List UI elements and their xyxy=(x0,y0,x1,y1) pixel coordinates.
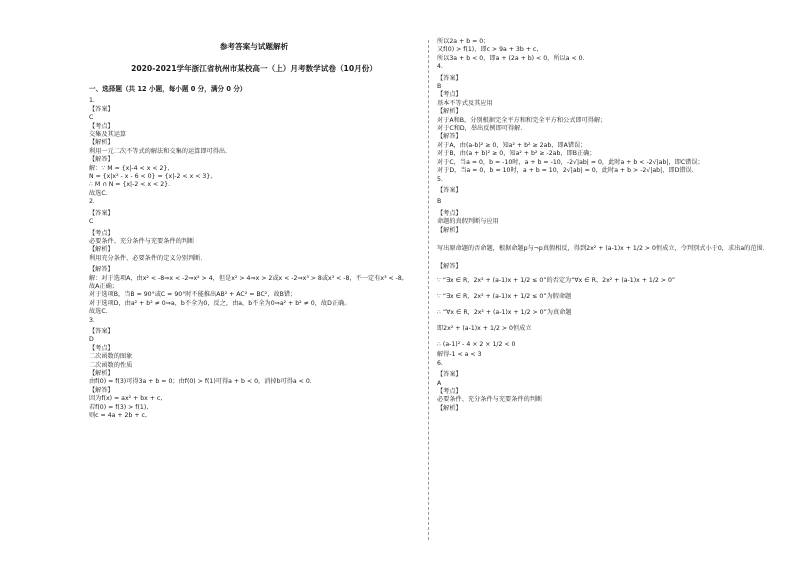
right-column xyxy=(437,38,782,413)
answer-value: B xyxy=(437,83,442,91)
analysis-text: 对于C和D，举出反例即可得解. xyxy=(437,125,523,133)
solution-line: 所以2a + b = 0； xyxy=(437,38,490,45)
question-number: 1. xyxy=(89,97,95,105)
point-tag: 【考点】 xyxy=(437,387,462,395)
point-tag: 【考点】 xyxy=(437,209,462,217)
point-text: 二次函数的性质 xyxy=(89,361,133,369)
section-heading: 一、选择题（共 12 小题，每小题 0 分，满分 0 分） xyxy=(89,85,247,93)
analysis-text: 写出原命题的否命题，根据命题p与¬p真假相反，得到2x² + (a-1)x + 1/2 > 0恒成立，令判别式小于0，求出a的范围. xyxy=(437,245,765,253)
question-number: 3. xyxy=(89,316,95,324)
answer-tag: 【答案】 xyxy=(89,105,114,113)
analysis-text: 利用一元二次不等式的解法和交集的运算即可得出. xyxy=(89,147,228,155)
doc-subtitle: 2020-2021学年浙江省杭州市某校高一（上）月考数学试卷（10月份） xyxy=(131,64,377,73)
point-tag: 【考点】 xyxy=(89,122,114,130)
solution-line: 若f(0) = f(3) > f(1), xyxy=(89,403,149,411)
point-text: 基本不等式及其应用 xyxy=(437,99,493,107)
formula-line: ∴ “∀x ∈ R，2x² + (a-1)x + 1/2 > 0”为真命题 xyxy=(437,309,572,317)
solution-tag: 【解答】 xyxy=(89,156,114,164)
answer-tag: 【答案】 xyxy=(437,186,462,194)
solution-line: 故选C. xyxy=(89,308,108,316)
point-tag: 【考点】 xyxy=(89,344,114,352)
solution-line: 对于选项D，由a² + b² ≠ 0⇒a，b不全为0，反之，由a，b不全为0⇒a² + b² ≠ 0，故D正确。 xyxy=(89,299,351,307)
answer-tag: 【答案】 xyxy=(437,371,462,379)
solution-line: 解：对于选项A，由x² < -8⇒x < -2⇒x² > 4，但是x² > 4⇒x > 2或x < -2⇒x³ > 8或x³ < -8，不一定有x³ < -8, xyxy=(89,274,404,282)
solution-line: 所以3a + b < 0，即a + (2a + b) < 0，所以a < 0. xyxy=(437,54,585,62)
solution-line: 对于D，当a = 0，b = 10时，a + b = 10，2√|ab| = 0，此时a + b > -2√|ab|，即D错误. xyxy=(437,167,694,175)
solution-line: 对于C，当a = 0，b = -10时，a + b = -10，-2√|ab| = 0，此时a + b < -2√|ab|，即C错误； xyxy=(437,158,704,166)
solution-line: 解得-1 < a < 3 xyxy=(437,351,482,359)
question-number: 5. xyxy=(437,175,443,183)
answer-tag: 【答案】 xyxy=(89,327,114,335)
answer-value: D xyxy=(89,336,94,344)
solution-line: 故选C. xyxy=(89,189,108,197)
solution-tag: 【解答】 xyxy=(89,266,114,274)
answer-tag: 【答案】 xyxy=(437,74,462,82)
solution-line: 对于B，由(a + b)² ≥ 0，知a² + b² ≥ -2ab，即B正确； xyxy=(437,150,596,158)
analysis-tag: 【解析】 xyxy=(89,139,114,147)
doc-title: 参考答案与试题解析 xyxy=(219,42,289,51)
answer-value: A xyxy=(437,379,442,387)
point-tag: 【考点】 xyxy=(437,91,462,99)
point-text: 交集及其运算 xyxy=(89,131,127,139)
solution-tag: 【解答】 xyxy=(437,262,462,270)
answer-value: C xyxy=(89,218,94,226)
solution-line: 对于选项B，当B = 90°或C = 90°时不能推出AB² + AC² = BC²，故B错； xyxy=(89,291,297,299)
analysis-tag: 【解析】 xyxy=(89,246,114,254)
solution-tag: 【解答】 xyxy=(437,133,462,141)
solution-line: 则c = 4a + 2b + c, xyxy=(89,412,147,420)
point-tag: 【考点】 xyxy=(89,229,114,237)
solution-line: 因为f(x) = ax² + bx + c, xyxy=(89,395,163,403)
answer-value: B xyxy=(437,198,442,206)
point-text: 必要条件、充分条件与充要条件的判断 xyxy=(437,396,543,404)
formula-line: 即2x² + (a-1)x + 1/2 > 0恒成立 xyxy=(437,325,532,333)
question-number: 6. xyxy=(437,359,443,367)
solution-line: ∴ M ∩ N = {x|-2 < x < 2}. xyxy=(89,181,171,189)
solution-line: 又f(0) > f(1)，即c > 9a + 3b + c, xyxy=(437,46,539,54)
point-text: 必要条件、充分条件与充要条件的判断 xyxy=(89,237,195,245)
analysis-text: 对于A和B，分别根据完全平方和和完全平方和公式即可得解； xyxy=(437,116,607,124)
solution-line: N = {x|x² - x - 6 < 0} = {x|-2 < x < 3}, xyxy=(89,173,213,181)
question-number: 2. xyxy=(89,198,95,206)
question-number: 4. xyxy=(437,63,443,71)
analysis-tag: 【解析】 xyxy=(437,108,462,116)
answer-value: C xyxy=(89,114,94,122)
formula-line: ∴ (a-1)² - 4 × 2 × 1/2 < 0 xyxy=(437,341,516,349)
solution-line: 解：∵ M = {x|-4 < x < 2}, xyxy=(89,164,170,172)
analysis-text: 由f(0) = f(3)可得3a + b = 0；由f(0) > f(1)可得a + b < 0，消掉b可得a < 0. xyxy=(89,378,312,386)
left-column xyxy=(89,0,419,420)
formula-line: ∵ “∃x ∈ R，2x² + (a-1)x + 1/2 ≤ 0”为假命题 xyxy=(437,293,572,301)
point-text: 命题的真假判断与应用 xyxy=(437,218,499,226)
solution-line: 对于A，由(a-b)² ≥ 0，知a² + b² ≥ 2ab，即A错误； xyxy=(437,141,587,149)
solution-tag: 【解答】 xyxy=(89,386,114,394)
point-text: 二次函数的图象 xyxy=(89,353,133,361)
analysis-text: 利用充分条件、必要条件的定义分别判断. xyxy=(89,254,203,262)
column-divider xyxy=(428,40,429,540)
analysis-tag: 【解析】 xyxy=(89,370,114,377)
solution-line: 故A正确； xyxy=(89,282,118,290)
analysis-tag: 【解析】 xyxy=(437,226,462,234)
formula-line: ∵ “∃x ∈ R，2x² + (a-1)x + 1/2 ≤ 0”的否定为“∀x ∈ R，2x² + (a-1)x + 1/2 > 0” xyxy=(437,277,676,285)
analysis-tag: 【解析】 xyxy=(437,404,462,412)
answer-tag: 【答案】 xyxy=(89,209,114,217)
